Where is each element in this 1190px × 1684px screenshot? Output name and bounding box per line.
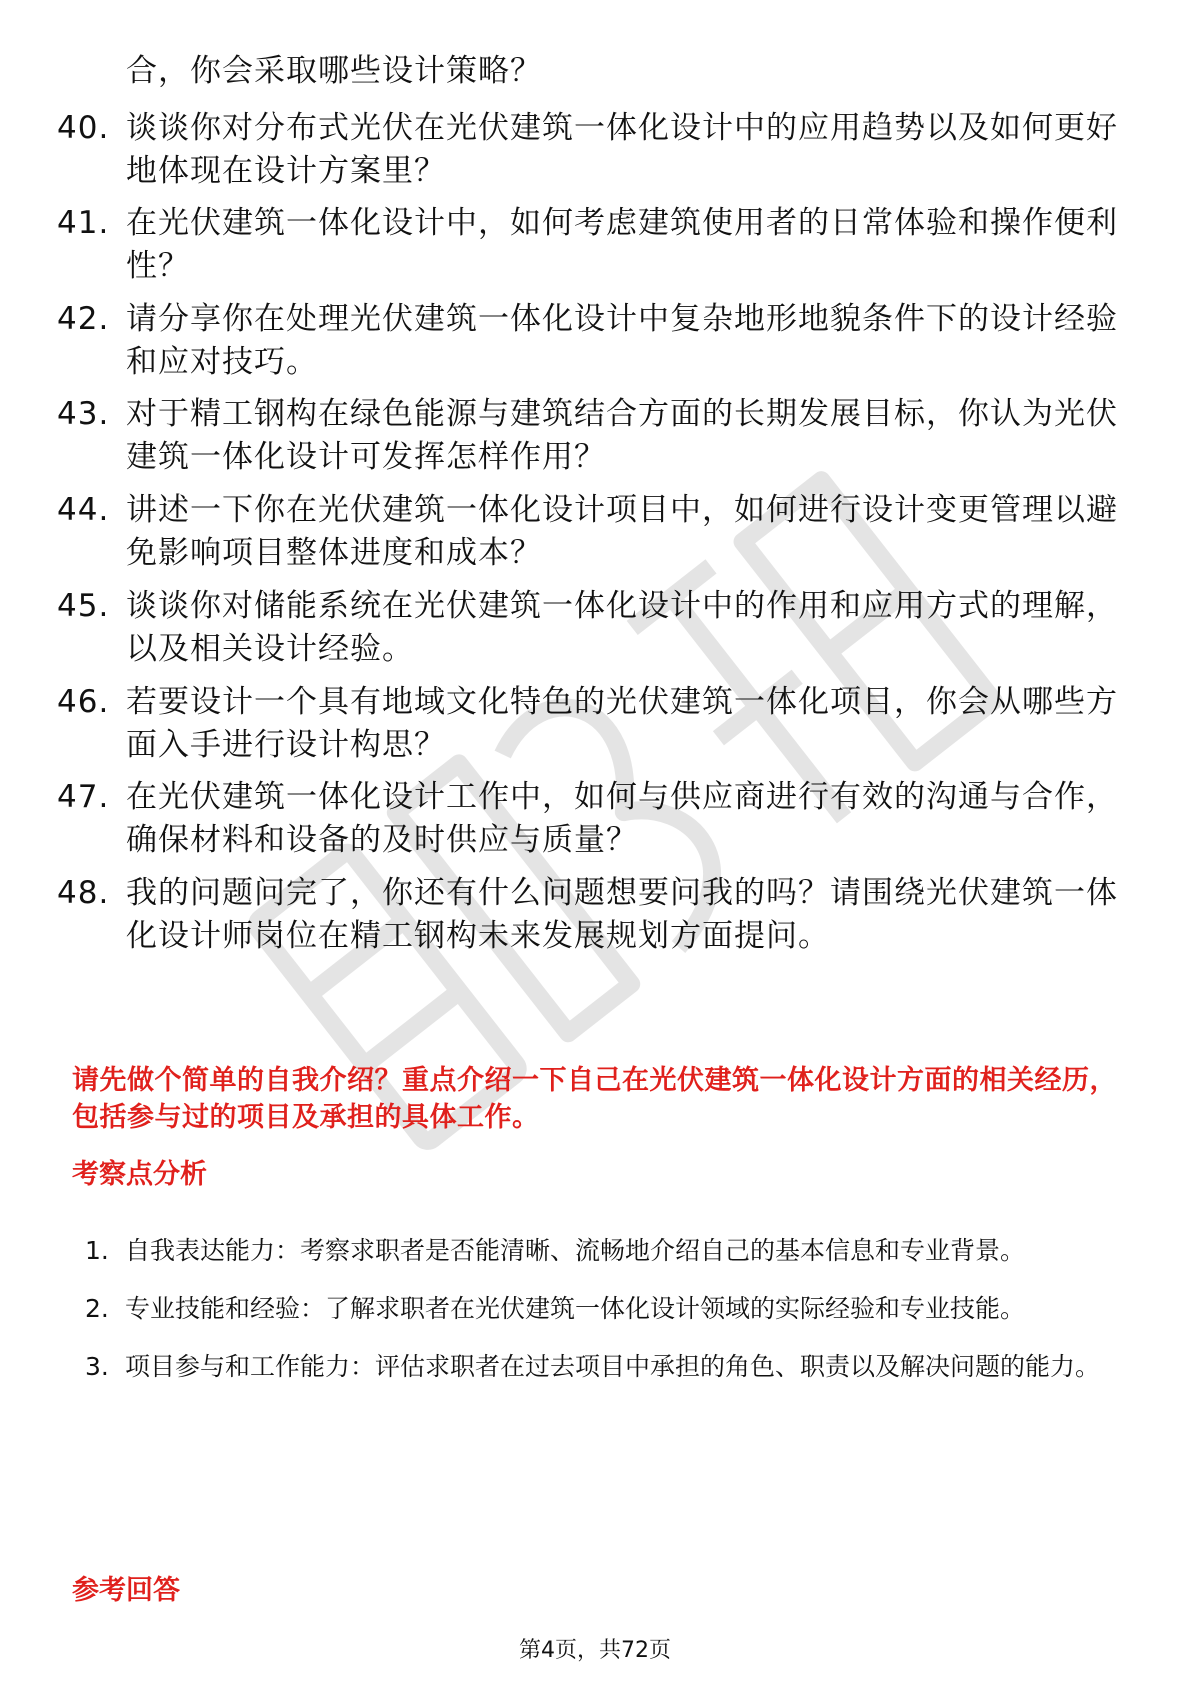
list-item-question-44 [57, 489, 1137, 575]
list-item-analysis-3 [85, 1338, 1125, 1396]
question-text: 谈谈你对分布式光伏在光伏建筑一体化设计中的应用趋势以及如何更好地体现在设计方案里？ [126, 110, 1118, 189]
question-number: 48. [57, 875, 110, 911]
list-item-question-40 [57, 107, 1137, 193]
list-item-question-41 [57, 202, 1137, 288]
reference-answer-heading: 参考回答 [72, 1575, 180, 1606]
list-item-analysis-1 [85, 1222, 1125, 1280]
question-text: 谈谈你对储能系统在光伏建筑一体化设计中的作用和应用方式的理解，以及相关设计经验。 [126, 588, 1118, 667]
question-text: 请分享你在处理光伏建筑一体化设计中复杂地形地貌条件下的设计经验和应对技巧。 [126, 301, 1118, 380]
question-number: 44. [57, 492, 110, 528]
analysis-text: 专业技能和经验：了解求职者在光伏建筑一体化设计领域的实际经验和专业技能。 [125, 1294, 1026, 1323]
analysis-heading: 考察点分析 [72, 1159, 207, 1190]
analysis-number: 2. [85, 1294, 109, 1323]
question-text: 在光伏建筑一体化设计工作中，如何与供应商进行有效的沟通与合作，确保材料和设备的及时供应与质量？ [126, 779, 1118, 858]
question-number: 46. [57, 684, 110, 720]
analysis-text: 自我表达能力：考察求职者是否能清晰、流畅地介绍自己的基本信息和专业背景。 [125, 1236, 1026, 1265]
question-number: 43. [57, 396, 110, 432]
question-number: 41. [57, 205, 110, 241]
question-text: 我的问题问完了，你还有什么问题想要问我的吗？请围绕光伏建筑一体化设计师岗位在精工钢构未来发展规划方面提问。 [126, 875, 1118, 954]
question-number: 42. [57, 301, 110, 337]
page-number-footer: 第4页，共72页 [519, 1638, 671, 1663]
list-item-question-47 [57, 776, 1137, 862]
question-number: 47. [57, 779, 110, 815]
list-item-question-48 [57, 872, 1137, 958]
question-text: 在光伏建筑一体化设计中，如何考虑建筑使用者的日常体验和操作便利性？ [126, 205, 1118, 284]
list-item-question-43 [57, 393, 1137, 479]
featured-question: 请先做个简单的自我介绍？重点介绍一下自己在光伏建筑一体化设计方面的相关经历，包括参与过的项目及承担的具体工作。 [72, 1065, 1117, 1133]
list-item-question-45 [57, 585, 1137, 671]
analysis-number: 1. [85, 1236, 109, 1265]
question-text: 对于精工钢构在绿色能源与建筑结合方面的长期发展目标，你认为光伏建筑一体化设计可发挥怎样作用？ [126, 396, 1118, 475]
question-continued-text: 合，你会采取哪些设计策略？ [126, 53, 542, 89]
analysis-list [85, 1222, 1125, 1396]
question-text: 若要设计一个具有地域文化特色的光伏建筑一体化项目，你会从哪些方面入手进行设计构思？ [126, 684, 1118, 763]
question-number: 40. [57, 110, 110, 146]
list-item-question-46 [57, 681, 1137, 767]
list-item-question-42 [57, 298, 1137, 384]
list-item-analysis-2 [85, 1280, 1125, 1338]
question-text: 讲述一下你在光伏建筑一体化设计项目中，如何进行设计变更管理以避免影响项目整体进度和成本？ [126, 492, 1118, 571]
question-number: 45. [57, 588, 110, 624]
analysis-text: 项目参与和工作能力：评估求职者在过去项目中承担的角色、职责以及解决问题的能力。 [125, 1352, 1101, 1381]
analysis-number: 3. [85, 1352, 109, 1381]
